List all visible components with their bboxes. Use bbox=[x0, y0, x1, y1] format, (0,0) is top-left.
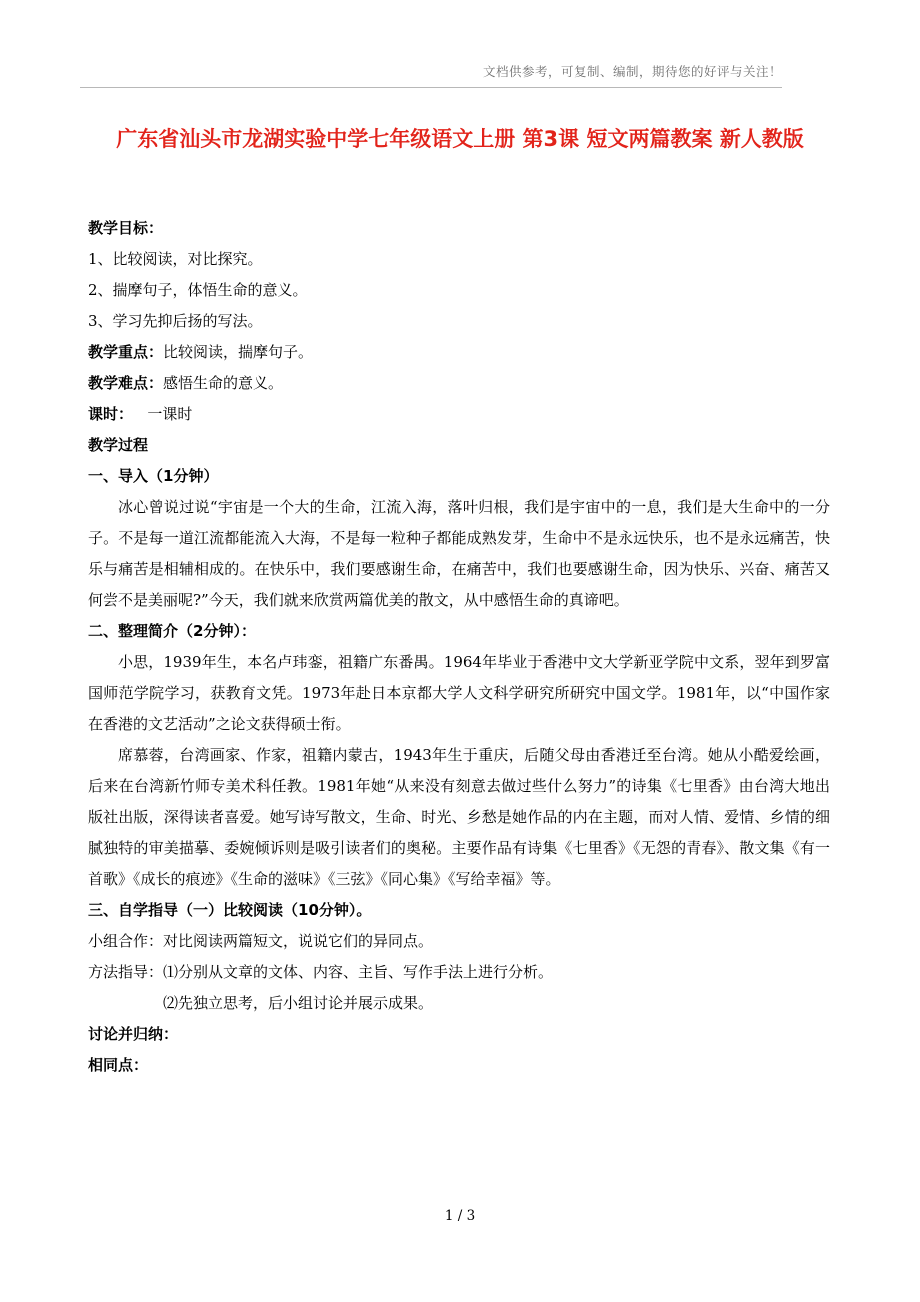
process-heading: 教学过程 bbox=[88, 436, 149, 454]
key-text: 比较阅读，揣摩句子。 bbox=[163, 343, 314, 361]
group-text: 对比阅读两篇短文，说说它们的异同点。 bbox=[163, 932, 434, 950]
goal-item: 1、比较阅读，对比探究。 bbox=[88, 250, 263, 268]
difficulty-label: 教学难点： bbox=[88, 374, 164, 392]
same-points-heading: 相同点： bbox=[88, 1056, 149, 1074]
goal-item: 3、学习先抑后扬的写法。 bbox=[88, 312, 263, 330]
goal-item: 2、揣摩句子，体悟生命的意义。 bbox=[88, 281, 308, 299]
period-text: 一课时 bbox=[147, 405, 193, 423]
section2-heading: 二、整理简介（2分钟）： bbox=[88, 622, 256, 640]
group-work bbox=[88, 926, 830, 957]
method-guide bbox=[88, 957, 830, 988]
key-points bbox=[88, 337, 830, 368]
section1-paragraph: 冰心曾说过说“宇宙是一个大的生命，江流入海，落叶归根，我们是宇宙中的一息，我们是大生命中的一分子。不是每一道江流都能流入大海，不是每一粒种子都能成熟发芽，生命中不是永远快乐，也不是永远痛苦，快乐与痛苦是相辅相成的。在快乐中，我们要感谢生命，在痛苦中，我们也要感谢生命，因为快乐、兴奋、痛苦又何尝不是美丽呢?”今天，我们就来欣赏两篇优美的散文，从中感悟生命的真谛吧。 bbox=[88, 498, 830, 609]
difficulty-points bbox=[88, 368, 830, 399]
author-bio-ximurong: 席慕蓉，台湾画家、作家，祖籍内蒙古，1943年生于重庆，后随父母由香港迁至台湾。她从小酷爱绘画，后来在台湾新竹师专美术科任教。1981年她“从来没有刻意去做过些什么努力”的诗集《七里香》由台湾大地出版社出版，深得读者喜爱。她写诗写散文，生命、时光、乡愁是她作品的内在主题，而对人情、爱情、乡情的细腻独特的审美描摹、委婉倾诉则是吸引读者们的奥秘。主要作品有诗集《七里香》《无怨的青春》、散文集《有一首歌》《成长的痕迹》《生命的滋味》《三弦》《同心集》《写给幸福》等。 bbox=[88, 746, 830, 888]
document-title: 广东省汕头市龙湖实验中学七年级语文上册 第3课 短文两篇教案 新人教版 bbox=[116, 127, 804, 151]
period-label: 课时： bbox=[88, 405, 134, 423]
class-period bbox=[88, 399, 830, 430]
key-label: 教学重点： bbox=[88, 343, 164, 361]
goals-heading: 教学目标： bbox=[88, 219, 164, 237]
method-step-2: ⑵先独立思考，后小组讨论并展示成果。 bbox=[163, 994, 434, 1012]
method-step-1: ⑴分别从文章的文体、内容、主旨、写作手法上进行分析。 bbox=[163, 963, 554, 981]
page-header: 文档供参考，可复制、编制，期待您的好评与关注！ bbox=[80, 62, 782, 88]
group-label: 小组合作： bbox=[88, 932, 164, 950]
document-body bbox=[88, 213, 830, 1081]
page-number: 1 / 3 bbox=[444, 1208, 476, 1224]
method-label: 方法指导： bbox=[88, 963, 164, 981]
discuss-heading: 讨论并归纳： bbox=[88, 1025, 179, 1043]
difficulty-text: 感悟生命的意义。 bbox=[163, 374, 284, 392]
section3-heading: 三、自学指导（一）比较阅读（10分钟）。 bbox=[88, 901, 372, 919]
section1-heading: 一、导入（1分钟） bbox=[88, 467, 219, 485]
author-bio-xiaosi: 小思，1939年生，本名卢玮銮，祖籍广东番禺。1964年毕业于香港中文大学新亚学院中文系，翌年到罗富国师范学院学习，获教育文凭。1973年赴日本京都大学人文科学研究所研究中国文学。1981年，以“中国作家在香港的文艺活动”之论文获得硕士衔。 bbox=[88, 653, 830, 733]
